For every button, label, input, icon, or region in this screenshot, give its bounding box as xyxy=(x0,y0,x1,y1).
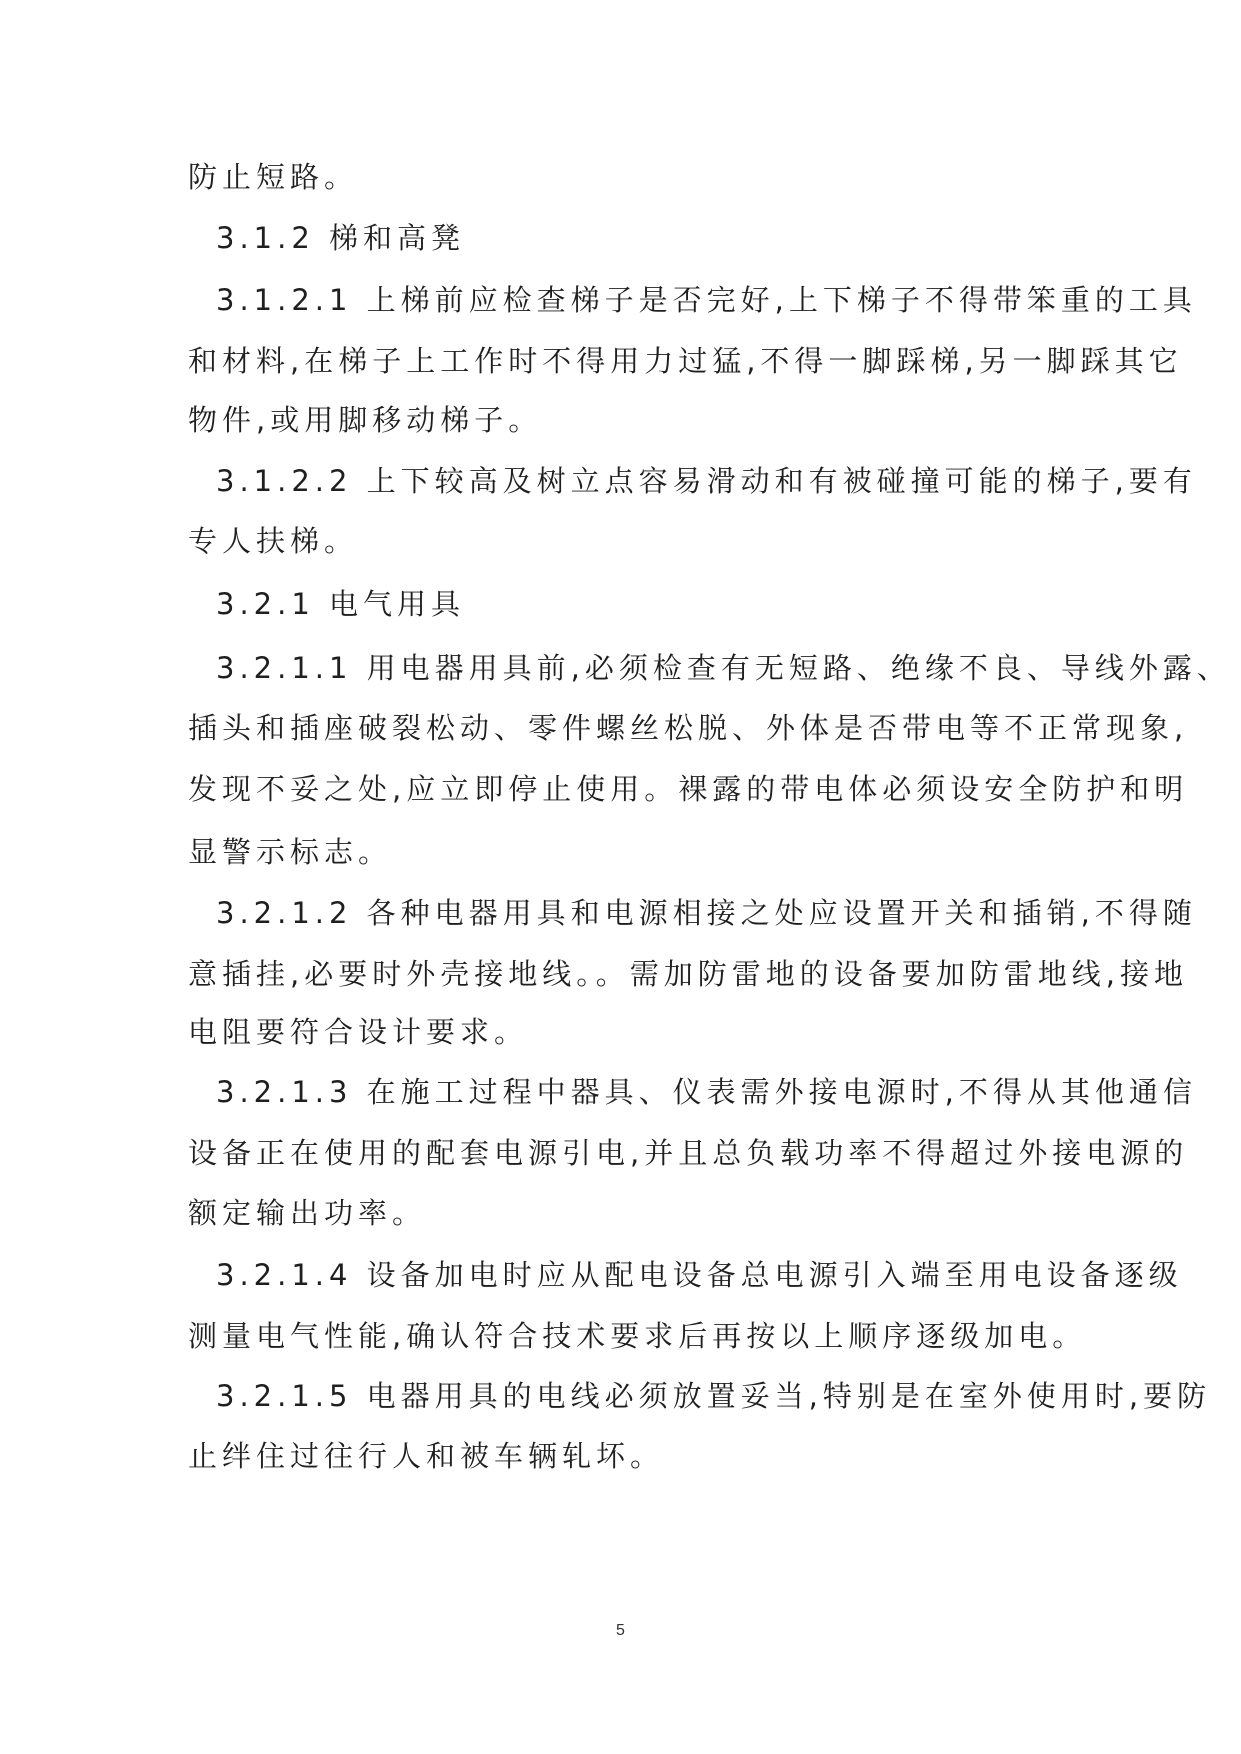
text-line: 电阻要符合设计要求。 xyxy=(188,1015,529,1049)
text-line: 3.2.1.1 用电器用具前,必须检查有无短路、绝缘不良、导线外露、 xyxy=(216,651,1231,685)
page-number: 5 xyxy=(616,1622,625,1639)
section-heading: 3.1.2 梯和高凳 xyxy=(216,221,466,255)
text-line: 3.2.1.5 电器用具的电线必须放置妥当,特别是在室外使用时,要防 xyxy=(216,1379,1212,1413)
text-line: 3.1.2.1 上梯前应检查梯子是否完好,上下梯子不得带笨重的工具 xyxy=(216,283,1197,317)
text-line: 3.2.1.4 设备加电时应从配电设备总电源引入端至用电设备逐级 xyxy=(216,1258,1183,1292)
text-line: 插头和插座破裂松动、零件螺丝松脱、外体是否带电等不正常现象, xyxy=(188,711,1189,745)
text-line: 专人扶梯。 xyxy=(188,524,359,558)
text-line: 测量电气性能,确认符合技术要求后再按以上顺序逐级加电。 xyxy=(188,1319,1087,1353)
section-heading: 3.2.1 电气用具 xyxy=(216,587,466,621)
text-line: 3.1.2.2 上下较高及树立点容易滑动和有被碰撞可能的梯子,要有 xyxy=(216,464,1197,498)
text-line: 防止短路。 xyxy=(188,160,359,194)
text-line: 显警示标志。 xyxy=(188,835,393,869)
text-line: 3.2.1.2 各种电器用具和电源相接之处应设置开关和插销,不得随 xyxy=(216,896,1197,930)
text-line: 3.2.1.3 在施工过程中器具、仪表需外接电源时,不得从其他通信 xyxy=(216,1075,1197,1109)
text-line: 和材料,在梯子上工作时不得用力过猛,不得一脚踩梯,另一脚踩其它 xyxy=(188,344,1183,378)
text-line: 止绊住过往行人和被车辆轧坏。 xyxy=(188,1439,665,1473)
text-line: 物件,或用脚移动梯子。 xyxy=(188,403,543,437)
text-line: 额定输出功率。 xyxy=(188,1196,427,1230)
text-line: 意插挂,必要时外壳接地线。。需加防雷地的设备要加防雷地线,接地 xyxy=(188,957,1188,991)
text-line: 发现不妥之处,应立即停止使用。裸露的带电体必须设安全防护和明 xyxy=(188,772,1189,806)
text-line: 设备正在使用的配套电源引电,并且总负载功率不得超过外接电源的 xyxy=(188,1136,1189,1170)
